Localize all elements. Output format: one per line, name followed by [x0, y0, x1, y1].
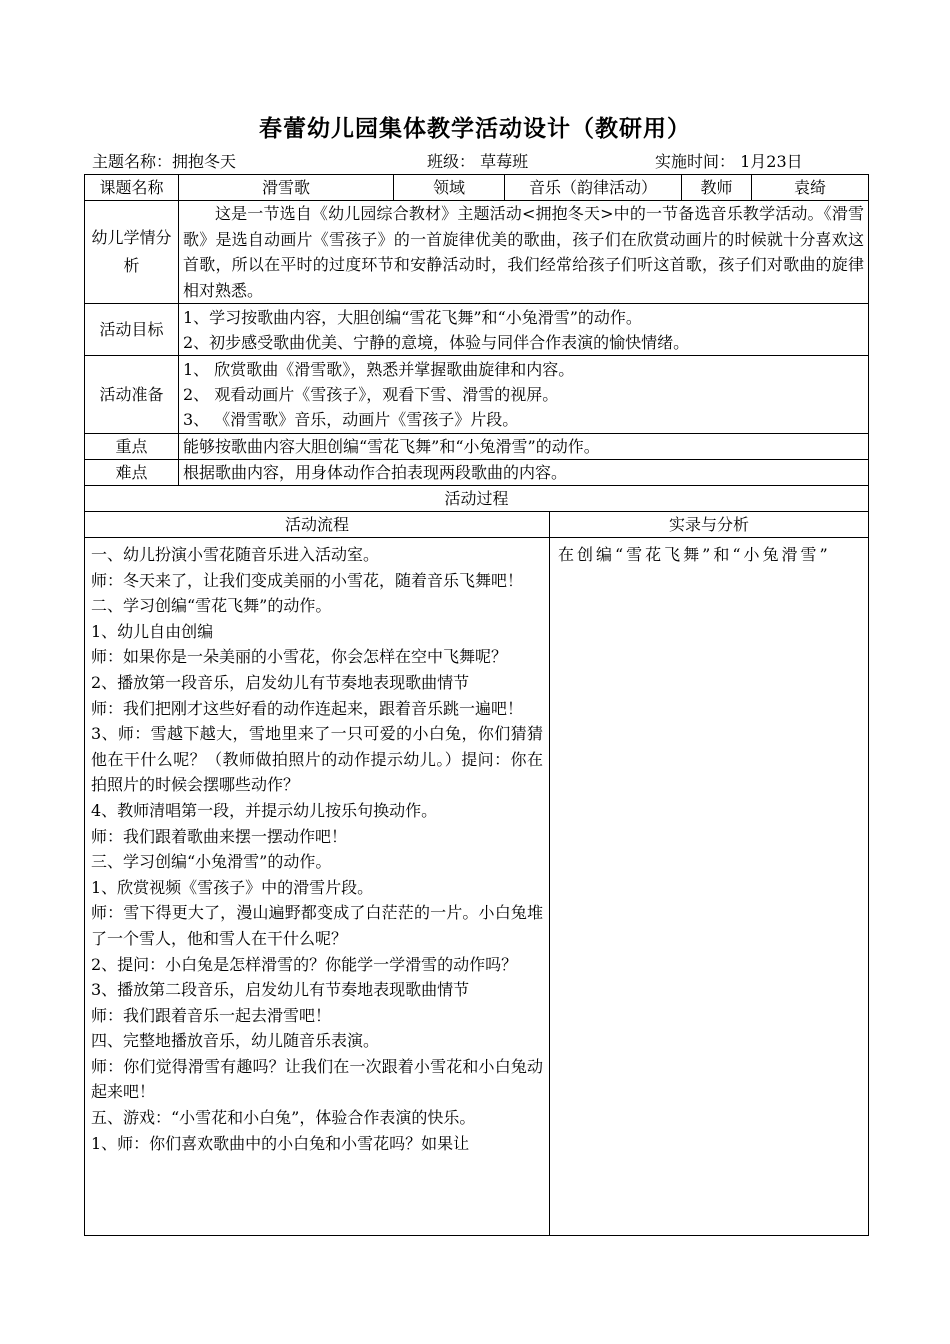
flow-line: 师：冬天来了，让我们变成美丽的小雪花，随着音乐飞舞吧！ — [91, 570, 524, 590]
header-row — [85, 175, 869, 201]
process-title: 活动过程 — [85, 486, 869, 512]
flow-line: 1、欣赏视频《雪孩子》中的滑雪片段。 — [91, 877, 374, 897]
goals-list — [179, 304, 869, 356]
domain-label: 领域 — [394, 175, 505, 201]
lesson-plan-table — [84, 174, 869, 1236]
key-point-label: 重点 — [85, 434, 179, 460]
goals-row — [85, 304, 869, 356]
flow-line: 师：我们把刚才这些好看的动作连起来，跟着音乐跳一遍吧！ — [91, 698, 524, 718]
domain-value: 音乐（韵律活动） — [505, 175, 682, 201]
course-label: 课题名称 — [85, 175, 179, 201]
goal-item: 2、初步感受歌曲优美、宁静的意境，体验与同伴合作表演的愉快情绪。 — [183, 332, 690, 352]
flow-line: 五、游戏：“小雪花和小白兔”，体验合作表演的快乐。 — [91, 1108, 476, 1128]
theme-name: 主题名称：拥抱冬天 — [92, 152, 237, 171]
flow-line: 师：我们跟着音乐一起去滑雪吧！ — [91, 1005, 332, 1025]
flow-line: 师：雪下得更大了，漫山遍野都变成了白茫茫的一片。小白兔堆了一个雪人，他和雪人在干什么呢？ — [91, 903, 543, 948]
flow-line: 2、播放第一段音乐，启发幼儿有节奏地表现歌曲情节 — [91, 672, 470, 692]
goal-item: 1、学习按歌曲内容，大胆创编“雪花飞舞”和“小兔滑雪”的动作。 — [183, 307, 642, 327]
flow-line: 师：我们跟着歌曲来摆一摆动作吧！ — [91, 826, 348, 846]
process-header-row — [85, 512, 869, 538]
difficulty-text: 根据歌曲内容，用身体动作合拍表现两段歌曲的内容。 — [179, 460, 869, 486]
flow-line: 3、师：雪越下越大，雪地里来了一只可爱的小白兔，你们猜猜他在干什么呢？（教师做拍照片的动作提示幼儿。）提问：你在拍照片的时候会摆哪些动作？ — [91, 724, 543, 795]
analysis-row — [85, 201, 869, 304]
difficulty-label: 难点 — [85, 460, 179, 486]
course-value: 滑雪歌 — [179, 175, 394, 201]
flow-line: 2、提问：小白兔是怎样滑雪的？你能学一学滑雪的动作吗？ — [91, 954, 518, 974]
analysis-label: 幼儿学情分析 — [85, 201, 179, 304]
analysis-text: 这是一节选自《幼儿园综合教材》主题活动<拥抱冬天>中的一节备选音乐教学活动。《滑雪歌》是选自动画片《雪孩子》的一首旋律优美的歌曲，孩子们在欣赏动画片的时候就十分喜欢这首歌，所以在平时的过度环节和安静活动时，我们经常给孩子们听这首歌，孩子们对歌曲的旋律相对熟悉。 — [179, 201, 869, 304]
teacher-label: 教师 — [682, 175, 752, 201]
meta-row — [92, 150, 872, 174]
difficulty-row — [85, 460, 869, 486]
implementation-date: 实施时间： 1月23日 — [655, 152, 803, 171]
process-title-row — [85, 486, 869, 512]
preparation-item: 1、 欣赏歌曲《滑雪歌》，熟悉并掌握歌曲旋律和内容。 — [183, 360, 575, 379]
goals-label: 活动目标 — [85, 304, 179, 356]
teacher-value: 袁绮 — [752, 175, 869, 201]
preparation-row — [85, 356, 869, 434]
preparation-item: 2、 观看动画片《雪孩子》，观看下雪、滑雪的视屏。 — [183, 385, 559, 404]
flow-line: 1、幼儿自由创编 — [91, 621, 214, 641]
flow-line: 二、学习创编“雪花飞舞”的动作。 — [91, 596, 332, 616]
flow-line: 1、师：你们喜欢歌曲中的小白兔和小雪花吗？如果让 — [91, 1133, 470, 1153]
flow-line: 一、幼儿扮演小雪花随音乐进入活动室。 — [91, 545, 380, 564]
flow-line: 四、完整地播放音乐，幼儿随音乐表演。 — [91, 1031, 380, 1051]
flow-header: 活动流程 — [85, 512, 550, 538]
process-body-row — [85, 538, 869, 1236]
document-title: 春蕾幼儿园集体教学活动设计（教研用） — [259, 115, 691, 142]
preparation-item: 3、 《滑雪歌》音乐，动画片《雪孩子》片段。 — [183, 410, 519, 429]
key-point-text: 能够按歌曲内容大胆创编“雪花飞舞”和“小兔滑雪”的动作。 — [179, 434, 869, 460]
flow-line: 3、播放第二段音乐，启发幼儿有节奏地表现歌曲情节 — [91, 980, 470, 1000]
flow-line: 4、教师清唱第一段，并提示幼儿按乐句换动作。 — [91, 800, 438, 820]
flow-line: 师：你们觉得滑雪有趣吗？让我们在一次跟着小雪花和小白兔动起来吧！ — [91, 1056, 543, 1102]
flow-content — [85, 538, 550, 1236]
class-name: 班级： 草莓班 — [427, 152, 529, 171]
preparation-label: 活动准备 — [85, 356, 179, 434]
preparation-list — [179, 356, 869, 434]
flow-line: 师：如果你是一朵美丽的小雪花，你会怎样在空中飞舞呢？ — [91, 647, 508, 667]
flow-line: 三、学习创编“小兔滑雪”的动作。 — [91, 852, 332, 872]
record-content: 在创编“雪花飞舞”和“小兔滑雪” — [550, 538, 869, 1236]
key-point-row — [85, 434, 869, 460]
record-header: 实录与分析 — [550, 512, 869, 538]
